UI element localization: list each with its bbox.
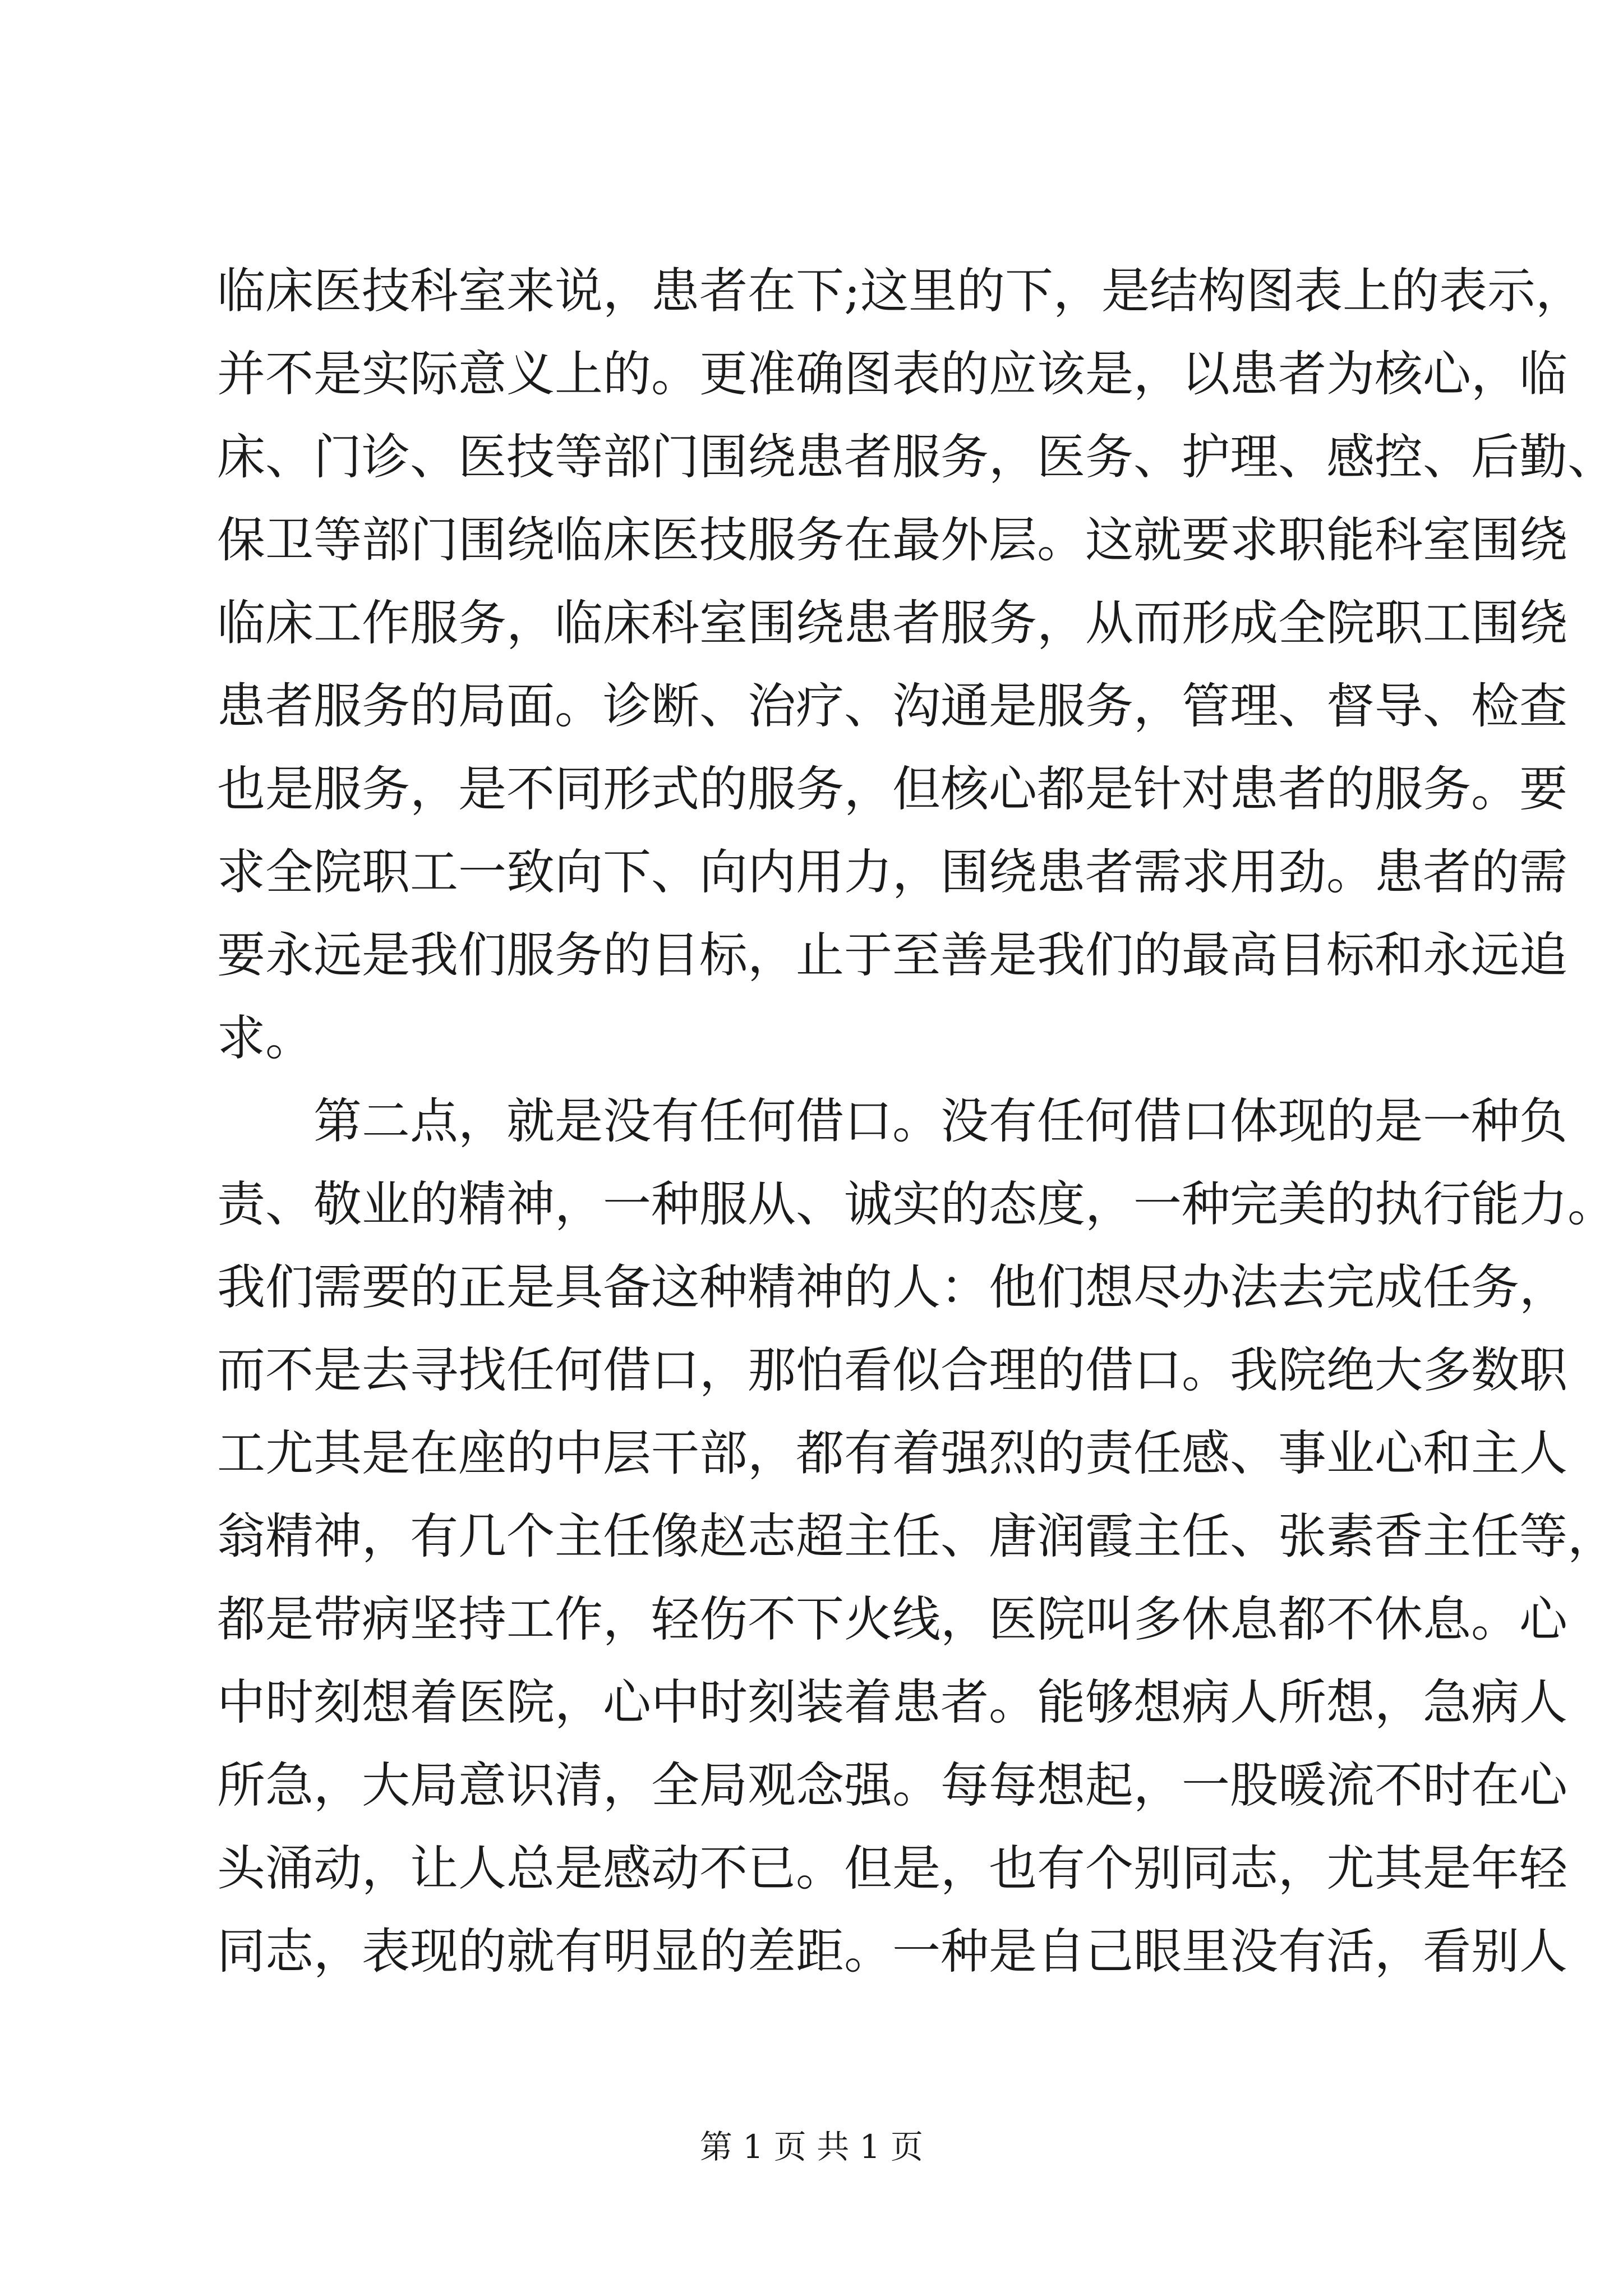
text-line: 都是带病坚持工作，轻伤不下火线，医院叫多休息都不休息。心 xyxy=(217,1591,1567,1648)
text-line: 保卫等部门围绕临床医技服务在最外层。这就要求职能科室围绕 xyxy=(217,512,1567,568)
text-line: 同志，表现的就有明显的差距。一种是自己眼里没有活，看别人 xyxy=(217,1924,1567,1980)
text-line: 责、敬业的精神，一种服从、诚实的态度，一种完美的执行能力。 xyxy=(217,1176,1616,1232)
text-line: 床、门诊、医技等部门围绕患者服务，医务、护理、感控、后勤、 xyxy=(217,429,1616,485)
document-body xyxy=(217,250,1616,1993)
page-footer: 第 1 页 共 1 页 xyxy=(700,2128,923,2166)
text-line: 我们需要的正是具备这种精神的人：他们想尽办法去完成任务， xyxy=(217,1259,1567,1315)
text-line: 第二点，就是没有任何借口。没有任何借口体现的是一种负 xyxy=(313,1093,1567,1149)
text-line: 要永远是我们服务的目标，止于至善是我们的最高目标和永远追 xyxy=(217,927,1567,983)
text-line: 而不是去寻找任何借口，那怕看似合理的借口。我院绝大多数职 xyxy=(217,1342,1567,1398)
text-line: 工尤其是在座的中层干部，都有着强烈的责任感、事业心和主人 xyxy=(217,1425,1567,1481)
text-line: 也是服务，是不同形式的服务，但核心都是针对患者的服务。要 xyxy=(217,761,1567,817)
text-line: 求全院职工一致向下、向内用力，围绕患者需求用劲。患者的需 xyxy=(217,844,1567,900)
text-line: 所急，大局意识清，全局观念强。每每想起，一股暖流不时在心 xyxy=(217,1757,1567,1814)
text-line: 临床工作服务，临床科室围绕患者服务，从而形成全院职工围绕 xyxy=(217,595,1567,651)
text-line: 临床医技科室来说，患者在下;这里的下，是结构图表上的表示， xyxy=(217,263,1584,319)
text-line: 求。 xyxy=(217,1010,313,1066)
text-line: 中时刻想着医院，心中时刻装着患者。能够想病人所想，急病人 xyxy=(217,1674,1567,1731)
text-line: 头涌动，让人总是感动不已。但是，也有个别同志，尤其是年轻 xyxy=(217,1841,1567,1897)
text-line: 患者服务的局面。诊断、治疗、沟通是服务，管理、督导、检查 xyxy=(217,678,1567,734)
text-line: 并不是实际意义上的。更准确图表的应该是，以患者为核心，临 xyxy=(217,346,1567,402)
text-line: 翁精神，有几个主任像赵志超主任、唐润霞主任、张素香主任等， xyxy=(217,1508,1616,1565)
